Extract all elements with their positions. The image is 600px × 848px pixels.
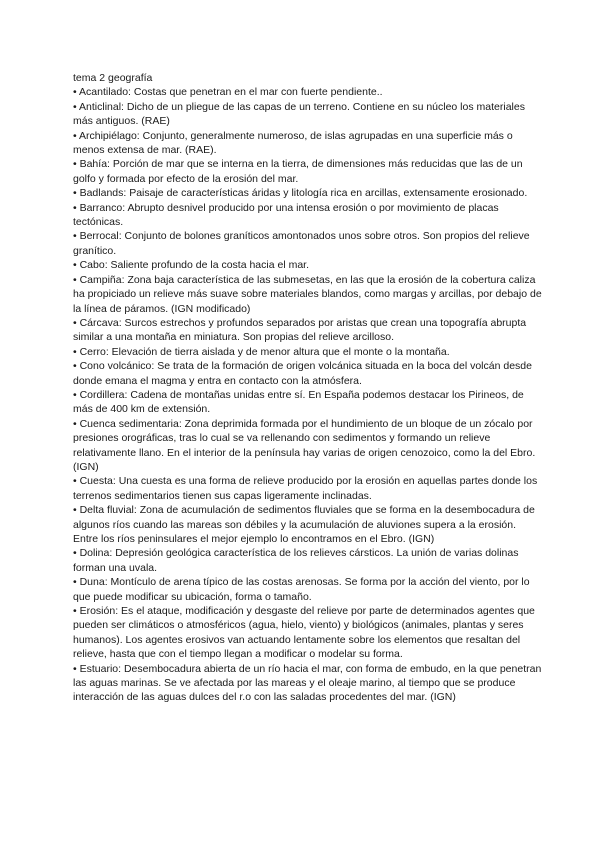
glossary-entry-bahia: • Bahía: Porción de mar que se interna en la tierra, de dimensiones más reducidas que las de un golfo y formada por efecto de la erosión del mar.: [73, 158, 523, 185]
glossary-entry-cordillera: • Cordillera: Cadena de montañas unidas entre sí. En España podemos destacar los Pirineos, de más de 400 km de extensión.: [73, 388, 524, 416]
glossary-entry-delta-fluvial: • Delta fluvial: Zona de acumulación de sedimentos fluviales que se forma en la desembocadura de algunos ríos cuando las mareas son débiles y la acumulación de aluviones supera a la erosión. Entre los ríos peninsulares el mejor ejemplo lo encontramos en el Ebro. (IGN): [73, 504, 535, 545]
glossary-entry-erosion: • Erosión: Es el ataque, modificación y desgaste del relieve por parte de determinados agentes que pueden ser climáticos o atmosféricos (agua, hielo, viento) y biológicos (animales, plantas y seres humanos). Los agentes erosivos van actuando lentamente sobre los elementos que resaltan del relieve, hasta que con el tiempo llegan a modificar o modelar su forma.: [73, 605, 535, 661]
glossary-entry-barranco: • Barranco: Abrupto desnivel producido por una intensa erosión o por movimiento de placas tectónicas.: [73, 201, 499, 229]
glossary-entry-cuesta: • Cuesta: Una cuesta es una forma de relieve producido por la erosión en aquellas partes donde los terrenos sedimentarios tienen sus capas ligeramente inclinadas.: [73, 475, 538, 502]
glossary-entry-cerro: • Cerro: Elevación de tierra aislada y de menor altura que el monte o la montaña.: [73, 345, 450, 358]
glossary-entry-cono-volcanico: • Cono volcánico: Se trata de la formación de origen volcánica situada en la boca del volcán desde donde emana el magma y entra en contacto con la atmósfera.: [73, 360, 532, 387]
document-title: tema 2 geografía: [73, 72, 153, 84]
glossary-entry-acantilado: • Acantilado: Costas que penetran en el mar con fuerte pendiente..: [73, 86, 383, 99]
glossary-entry-archipielago: • Archipiélago: Conjunto, generalmente numeroso, de islas agrupadas en una superficie más o menos extensa de mar. (RAE).: [73, 129, 513, 157]
glossary-entry-estuario: • Estuario: Desembocadura abierta de un río hacia el mar, con forma de embudo, en la que penetran las aguas marinas. Se ve afectada por las mareas y el oleaje marino, al tiempo que se produce interacción de las aguas dulces del r.o con las saladas procedentes del mar. (IGN): [73, 662, 542, 704]
glossary-entry-carcava: • Cárcava: Surcos estrechos y profundos separados por aristas que crean una topografía abrupta similar a una montaña en miniatura. Son propias del relieve arcilloso.: [73, 316, 527, 344]
document-page: [73, 71, 543, 705]
glossary-entry-badlands: • Badlands: Paisaje de características áridas y litología rica en arcillas, extensamente erosionado.: [73, 187, 528, 200]
glossary-entry-cuenca-sedimentaria: • Cuenca sedimentaria: Zona deprimida formada por el hundimiento de un bloque de un zócalo por presiones orográficas, tras lo cual se va rellenando con sedimentos y formando un relieve relativamente llano. En el interior de la península hay varias de origen cenozoico, como la del Ebro. (IGN): [73, 417, 536, 473]
glossary-entry-dolina: • Dolina: Depresión geológica característica de los relieves cársticos. La unión de varias dolinas forman una uvala.: [73, 547, 519, 574]
glossary-entry-berrocal: • Berrocal: Conjunto de bolones graníticos amontonados unos sobre otros. Son propios del relieve granítico.: [73, 230, 530, 257]
glossary-entry-cabo: • Cabo: Saliente profundo de la costa hacia el mar.: [73, 259, 309, 272]
glossary-entry-campina: • Campiña: Zona baja característica de las submesetas, en las que la erosión de la cobertura caliza ha propiciado un relieve más suave sobre materiales blandos, como margas y arcillas, por debajo de la línea de páramos. (IGN modificado): [73, 273, 542, 315]
glossary-entry-anticlinal: • Anticlinal: Dicho de un pliegue de las capas de un terreno. Contiene en su núcleo los materiales más antiguos. (RAE): [73, 100, 525, 128]
glossary-list: [73, 85, 543, 704]
glossary-entry-duna: • Duna: Montículo de arena típico de las costas arenosas. Se forma por la acción del viento, por lo que puede modificar su ubicación, forma o tamaño.: [73, 576, 530, 603]
